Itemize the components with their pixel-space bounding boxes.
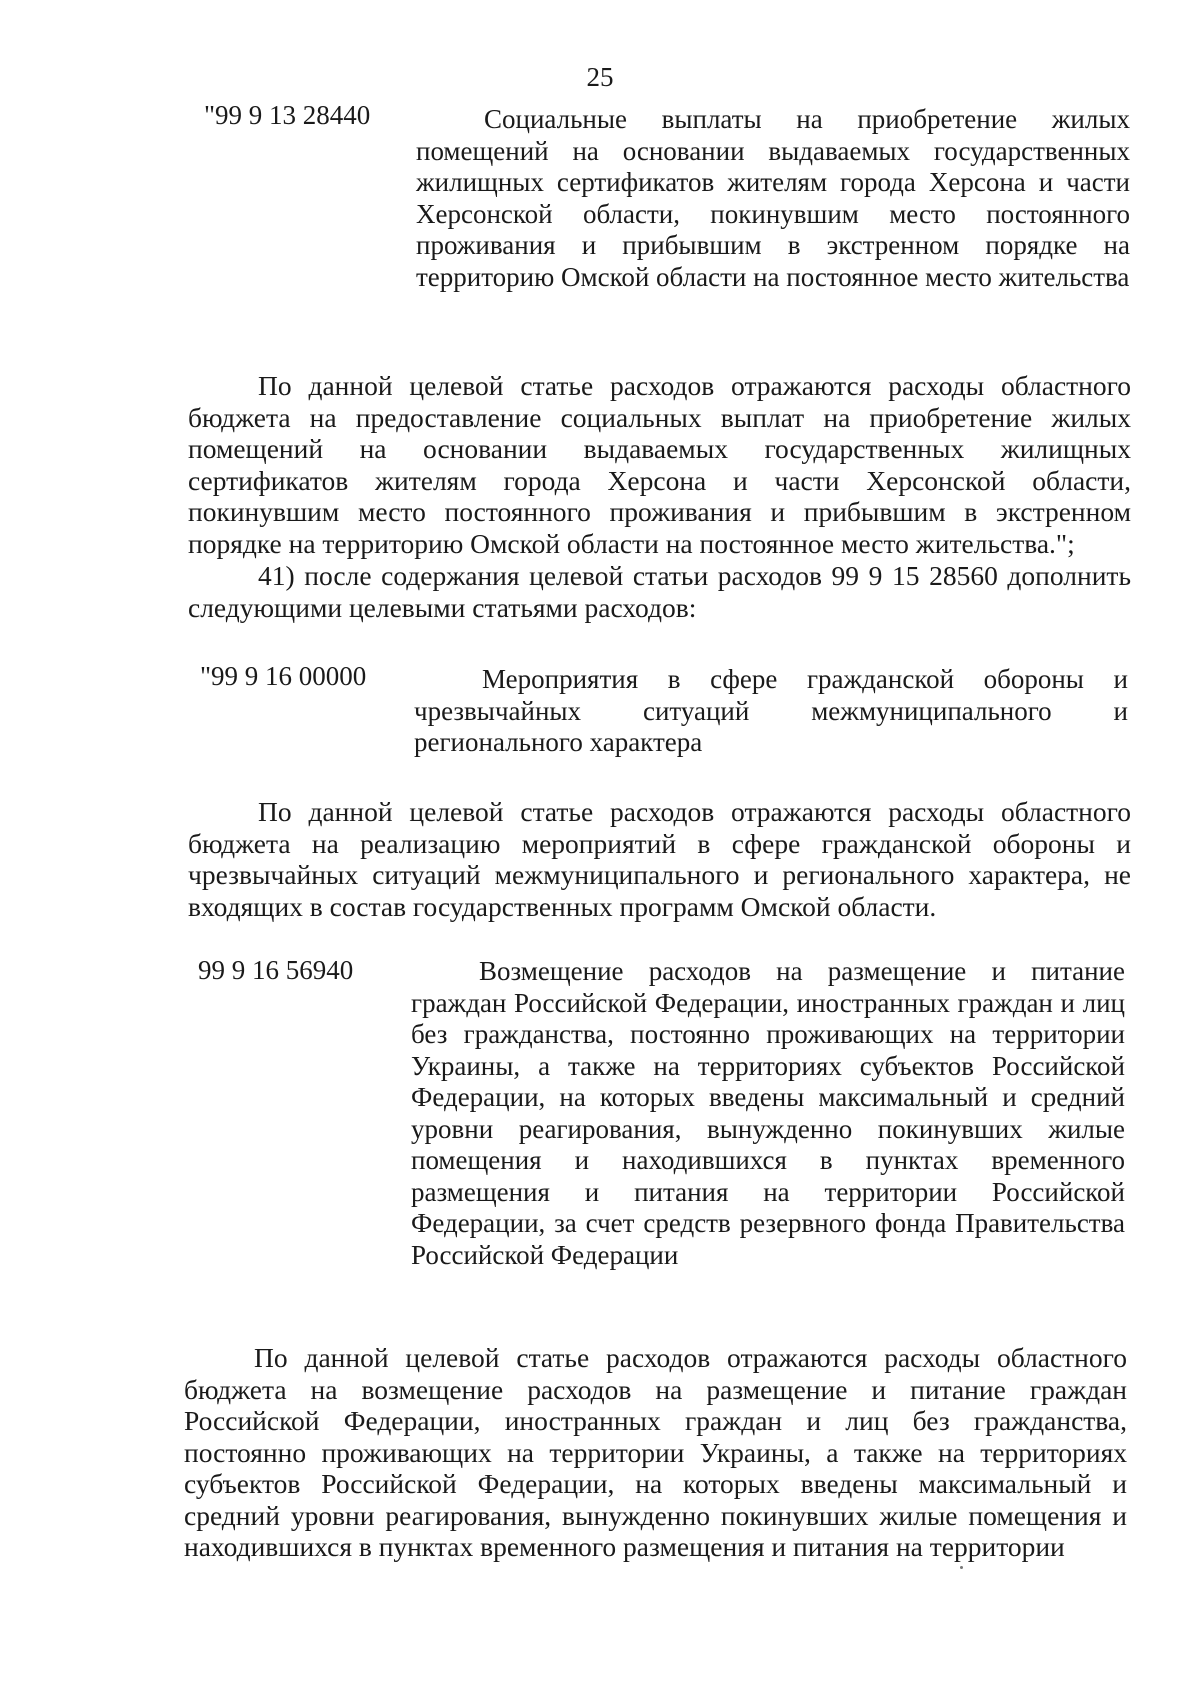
page-number: 25 (586, 62, 614, 92)
budget-code: "99 9 16 00000 (200, 661, 367, 691)
entry-description: По данной целевой статье расходов отражаются расходы областного бюджета на предоставление социальных выплат на приобретение жилых помещений на основании выдаваемых государственных жилищных сертификатов жителям города Херсона и части Херсонской области, покинувшим место постоянного проживания и прибывшим в экстренном порядке на территорию Омской области на постоянное место жительства."; (188, 370, 1131, 559)
scan-speck (960, 1566, 963, 1569)
entry-description: По данной целевой статье расходов отражаются расходы областного бюджета на возмещение расходов на размещение и питание граждан Российской Федерации, иностранных граждан и лиц без гражданства, постоянно проживающих на территории Украины, а также на территориях субъектов Российской Федерации, на которых введены максимальный и средний уровни реагирования, вынужденно покинувших жилые помещения и находившихся в пунктах временного размещения и питания на территории (184, 1342, 1127, 1562)
amendment-paragraph: 41) после содержания целевой статьи расходов 99 9 15 28560 дополнить следующими целевыми статьями расходов: (188, 560, 1131, 623)
budget-code: 99 9 16 56940 (198, 955, 354, 985)
entry-description: По данной целевой статье расходов отражаются расходы областного бюджета на реализацию мероприятий в сфере гражданской обороны и чрезвычайных ситуаций межмуниципального и регионального характера, не входящих в состав государственных программ Омской области. (188, 796, 1131, 922)
budget-code: "99 9 13 28440 (204, 100, 371, 130)
entry-title: Возмещение расходов на размещение и питание граждан Российской Федерации, иностранных граждан и лиц без гражданства, постоянно проживающих на территории Украины, а также на территориях субъектов Российской Федерации, на которых введены максимальный и средний уровни реагирования, вынужденно покинувших жилые помещения и находившихся в пунктах временного размещения и питания на территории Российской Федерации, за счет средств резервного фонда Правительства Российской Федерации (411, 956, 1125, 1270)
entry-title: Социальные выплаты на приобретение жилых помещений на основании выдаваемых государственных жилищных сертификатов жителям города Херсона и части Херсонской области, покинувшим место постоянного проживания и прибывшим в экстренном порядке на территорию Омской области на постоянное место жительства (416, 104, 1130, 292)
entry-title: Мероприятия в сфере гражданской обороны и чрезвычайных ситуаций межмуниципального и регионального характера (414, 664, 1128, 757)
